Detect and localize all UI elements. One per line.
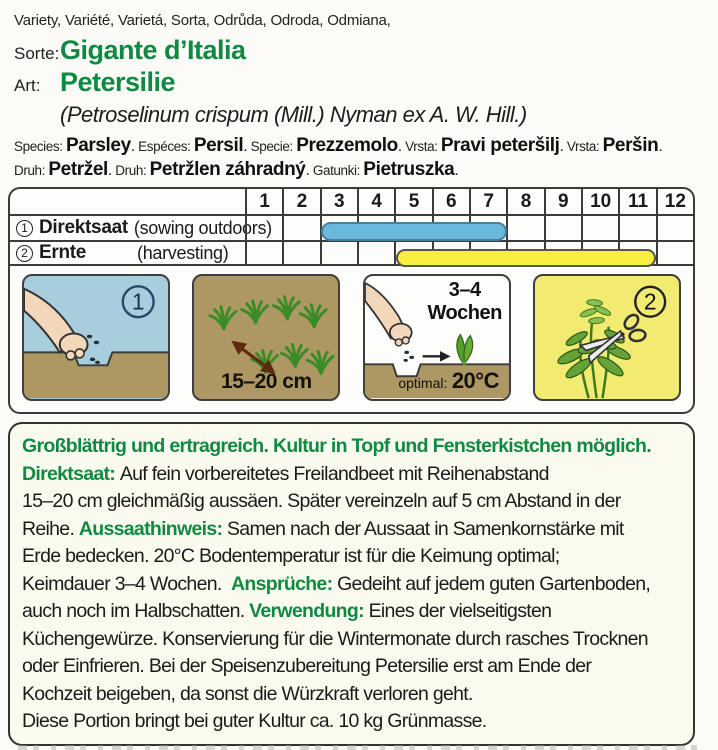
description-text: Küchengewürze. Konservierung für die Wintermonate durch rasches Trocknen bbox=[22, 627, 648, 650]
species-label: Vrsta: bbox=[401, 139, 441, 154]
description-line bbox=[22, 708, 681, 736]
optimal-temperature bbox=[393, 368, 505, 394]
month-header: 3 bbox=[320, 189, 357, 216]
description-text: Diese Portion bringt bei guter Kultur ca. 10 kg Grünmasse. bbox=[22, 710, 487, 732]
month-header: 11 bbox=[618, 189, 655, 216]
species-label: Specie: bbox=[247, 139, 297, 154]
calendar-row-label-direktsaat bbox=[10, 216, 272, 242]
cut-off-text-remnant bbox=[18, 745, 700, 750]
species-label: Species: bbox=[14, 139, 66, 154]
variety-languages-line: Variety, Variété, Varietá, Sorta, Odrůda, Odroda, Odmiana, bbox=[14, 12, 391, 29]
art-label: Art: bbox=[14, 76, 41, 95]
harvest-illustration bbox=[535, 276, 679, 399]
art-row bbox=[14, 68, 708, 100]
species-common-name: Petersilie bbox=[60, 67, 176, 97]
harvest-period-bar bbox=[396, 249, 656, 267]
pictogram-spacing bbox=[192, 274, 340, 401]
description-text: Auf fein vorbereitetes Freilandbeet mit Reihenabstand bbox=[119, 462, 549, 485]
description-text: Eines der vielseitigsten bbox=[368, 600, 552, 622]
description-keyword: Ansprüche: bbox=[231, 572, 338, 595]
row-number-badge: 2 bbox=[16, 245, 33, 262]
sowing-hand-illustration bbox=[24, 276, 168, 399]
row-name: Direktsaat bbox=[39, 217, 128, 238]
species-label: Vrsta: bbox=[563, 139, 603, 154]
month-header: 1 bbox=[245, 189, 282, 216]
description-keyword: Großblättrig und ertragreich. Kultur in Topf und Fensterkistchen möglich. bbox=[22, 435, 651, 457]
species-label: Druh: bbox=[14, 163, 49, 178]
description-line bbox=[22, 488, 681, 516]
calendar-row-label-ernte bbox=[10, 242, 245, 266]
calendar-corner-cell bbox=[10, 189, 245, 216]
species-translations-line-1 bbox=[14, 134, 708, 158]
species-value: Petržlen záhradný bbox=[149, 159, 306, 180]
species-value: Persil bbox=[193, 135, 244, 156]
species-separator: . bbox=[397, 138, 402, 155]
species-value: Pietruszka bbox=[363, 159, 455, 180]
month-header: 4 bbox=[357, 189, 394, 216]
species-separator: . bbox=[559, 138, 564, 155]
germination-duration-label: 3–4 Wochen bbox=[427, 279, 502, 324]
species-label: Druh: bbox=[111, 163, 150, 178]
month-header: 7 bbox=[469, 189, 506, 216]
species-separator: . bbox=[243, 138, 248, 155]
description-line bbox=[22, 516, 681, 544]
description-text: Kochzeit beigeben, da sonst die Würzkraft verloren geht. bbox=[22, 682, 473, 705]
botanical-name: (Petroselinum crispum (Mill.) Nyman ex A. W. Hill.) bbox=[60, 102, 527, 127]
sowing-period-bar bbox=[321, 222, 507, 241]
description-line bbox=[22, 461, 681, 489]
species-value: Pravi peteršilj bbox=[440, 135, 560, 156]
cultivation-description-box bbox=[8, 422, 695, 746]
species-value: Petržel bbox=[48, 159, 108, 180]
description-text: auch noch im Halbschatten. bbox=[22, 600, 250, 622]
month-header: 8 bbox=[506, 189, 543, 216]
species-label: Gatunki: bbox=[309, 163, 364, 178]
species-translations-line-2 bbox=[14, 158, 708, 182]
step-badge-number: 2 bbox=[643, 288, 657, 315]
month-header: 5 bbox=[394, 189, 431, 216]
species-separator: . bbox=[107, 162, 112, 179]
optimal-label: optimal: bbox=[398, 375, 448, 391]
description-text: 15–20 cm gleichmäßig aussäen. Später vereinzeln auf 5 cm Abstand in der bbox=[22, 490, 621, 512]
month-header: 6 bbox=[432, 189, 469, 216]
species-label: Espéces: bbox=[134, 139, 194, 154]
description-text: Reihe. bbox=[22, 517, 79, 540]
sowing-calendar bbox=[10, 189, 693, 266]
species-value: Peršin bbox=[602, 135, 659, 156]
species-separator: . bbox=[305, 162, 310, 179]
step-badge-number: 1 bbox=[131, 288, 145, 315]
description-line bbox=[22, 433, 681, 461]
optimal-value: 20°C bbox=[451, 368, 499, 393]
month-header: 10 bbox=[581, 189, 618, 216]
sorte-row bbox=[14, 36, 708, 68]
pictogram-row bbox=[10, 266, 693, 412]
description-line bbox=[22, 681, 681, 709]
description-text: Erde bedecken. 20°C Bodentemperatur ist für die Keimung optimal; bbox=[22, 545, 560, 567]
month-header: 9 bbox=[544, 189, 581, 216]
species-separator: . bbox=[454, 162, 459, 179]
description-line bbox=[22, 543, 681, 571]
species-value: Parsley bbox=[65, 135, 131, 156]
sorte-label: Sorte: bbox=[14, 44, 60, 63]
description-line bbox=[22, 571, 681, 599]
species-value: Prezzemolo bbox=[296, 135, 398, 156]
spacing-caption: 15–20 cm bbox=[221, 370, 312, 393]
month-header: 2 bbox=[282, 189, 319, 216]
species-separator: . bbox=[658, 138, 663, 155]
description-keyword: Direktsaat: bbox=[22, 462, 120, 485]
pictogram-germination bbox=[363, 274, 511, 401]
row-translation: (harvesting) bbox=[137, 242, 229, 263]
calendar-bars bbox=[247, 189, 693, 272]
description-line bbox=[22, 653, 681, 681]
description-line bbox=[22, 626, 681, 654]
row-translation: (sowing outdoors) bbox=[133, 217, 272, 238]
description-text: Keimdauer 3–4 Wochen. bbox=[22, 572, 232, 595]
calendar-pictogram-box bbox=[8, 187, 695, 414]
description-text: Gedeiht auf jedem guten Gartenboden, bbox=[337, 572, 651, 595]
description-line bbox=[22, 598, 681, 626]
description-text: oder Einfrieren. Bei der Speisenzubereitung Petersilie erst am Ende der bbox=[22, 655, 592, 677]
row-name: Ernte bbox=[39, 242, 87, 263]
description-keyword: Verwendung: bbox=[249, 600, 369, 622]
variety-name: Gigante d’Italia bbox=[60, 35, 246, 65]
header bbox=[0, 0, 718, 182]
month-header: 12 bbox=[656, 189, 693, 216]
description-lines bbox=[22, 433, 681, 736]
pictogram-sowing bbox=[22, 274, 170, 401]
species-separator: . bbox=[130, 138, 135, 155]
description-keyword: Aussaathinweis: bbox=[78, 517, 227, 540]
pictogram-harvest bbox=[533, 274, 681, 401]
description-text: Samen nach der Aussaat in Samenkornstärke mit bbox=[227, 517, 624, 540]
row-number-badge: 1 bbox=[16, 220, 33, 237]
